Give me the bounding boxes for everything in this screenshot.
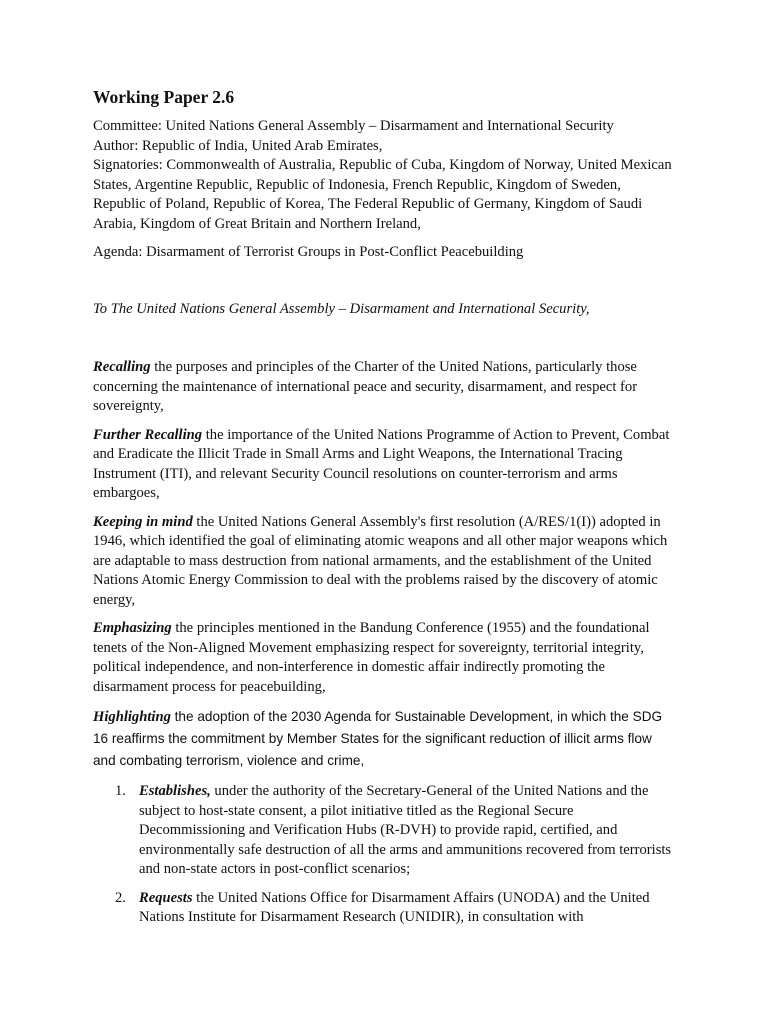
document-meta xyxy=(93,117,672,234)
clause-number: 2. xyxy=(115,889,126,906)
preamble-clause xyxy=(93,619,672,697)
preamble-clause xyxy=(93,358,672,417)
clause-number: 1. xyxy=(115,783,126,799)
clause-text: the adoption of the 2030 Agenda for Sustainable Development, in which the SDG 16 reaffirms the commitment by Member States for the significant reduction of illicit arms flow and combating terrorism, violence and crime, xyxy=(93,709,663,768)
preambulatory-clauses xyxy=(93,358,672,772)
salutation: To The United Nations General Assembly – Disarmament and International Security, xyxy=(93,300,590,317)
clause-text: the United Nations Office for Disarmament Affairs (UNODA) and the United Nations Institute for Disarmament Research (UNIDIR), in consultation with xyxy=(139,889,650,925)
clause-text: under the authority of the Secretary-General of the United Nations and the subject to host-state consent, a pilot initiative titled as the Regional Secure Decommissioning and Verification Hubs (R-DVH) to provide rapid, certified, and environmentally safe destruction of all the arms and ammunitions recovered from terrorists and non-state actors in post-conflict scenarios; xyxy=(139,783,672,877)
signatories-line: Signatories: Commonwealth of Australia, Republic of Cuba, Kingdom of Norway, United Mexican States, Argentine Republic, Republic of Indonesia, French Republic, Kingdom of Sweden, Republic of Poland, Republic of Korea, The Federal Republic of Germany, Kingdom of Saudi Arabia, Kingdom of Great Britain and Northern Ireland, xyxy=(93,157,672,232)
clause-keyword: Keeping in mind xyxy=(93,513,193,530)
clause-keyword: Recalling xyxy=(93,359,151,375)
agenda-line: Agenda: Disarmament of Terrorist Groups in Post-Conflict Peacebuilding xyxy=(93,244,524,260)
document-title: Working Paper 2.6 xyxy=(93,87,235,107)
clause-text: the importance of the United Nations Programme of Action to Prevent, Combat and Eradicate the Illicit Trade in Small Arms and Light Weapons, the International Tracing Instrument (ITI), and relevant Security Council resolutions on counter-terrorism and arms embargoes, xyxy=(93,426,670,501)
clause-keyword: Requests xyxy=(139,889,193,906)
operative-clause xyxy=(93,889,672,928)
clause-text: the principles mentioned in the Bandung Conference (1955) and the foundational tenets of the Non-Aligned Movement emphasizing respect for sovereignty, territorial integrity, political independence, and non-interference in domestic affair indirectly promoting the disarmament process for peacebuilding, xyxy=(93,620,650,695)
preamble-clause xyxy=(93,426,672,504)
clause-text: the United Nations General Assembly's first resolution (A/RES/1(I)) adopted in 1946, which identified the goal of eliminating atomic weapons and all other major weapons which are adaptable to mass destruction from national armaments, and the establishment of the United Nations Atomic Energy Commission to deal with the problems raised by the discovery of atomic energy, xyxy=(93,513,668,608)
clause-keyword: Establishes, xyxy=(139,783,211,799)
preamble-clause xyxy=(93,513,672,611)
clause-keyword: Highlighting xyxy=(93,709,171,725)
clause-keyword: Further Recalling xyxy=(93,426,203,443)
operative-clause xyxy=(93,782,672,880)
clause-text: the purposes and principles of the Charter of the United Nations, particularly those concerning the maintenance of international peace and security, disarmament, and respect for sovereignty, xyxy=(93,359,638,414)
committee-line: Committee: United Nations General Assembly – Disarmament and International Security xyxy=(93,118,614,134)
preamble-clause xyxy=(93,706,672,772)
clause-keyword: Emphasizing xyxy=(93,620,172,636)
operative-clauses xyxy=(93,782,672,928)
author-line: Author: Republic of India, United Arab Emirates, xyxy=(93,137,383,154)
